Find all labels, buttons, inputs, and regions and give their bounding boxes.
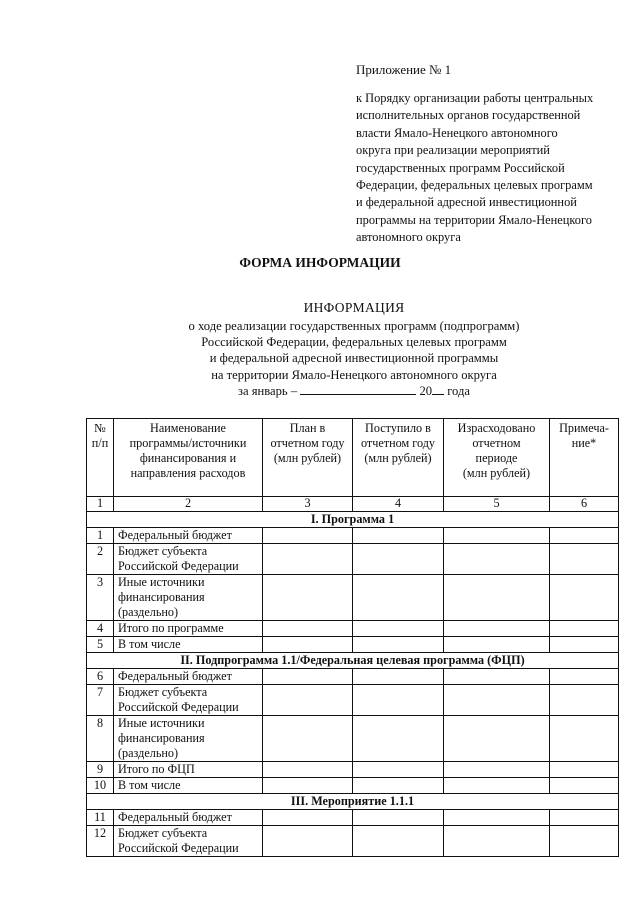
info-description xyxy=(0,318,640,399)
received-cell[interactable] xyxy=(353,762,444,778)
row-number: 7 xyxy=(87,685,114,716)
annex-line: и федеральной адресной инвестиционной xyxy=(356,195,577,210)
column-number: 1 xyxy=(87,497,114,512)
row-number: 1 xyxy=(87,528,114,544)
info-line: о ходе реализации государственных программ (подпрограмм) xyxy=(188,319,520,333)
received-cell[interactable] xyxy=(353,621,444,637)
row-number: 8 xyxy=(87,716,114,762)
row-label-line: Федеральный бюджет xyxy=(118,528,232,542)
note-cell[interactable] xyxy=(550,826,619,857)
header-line: ние* xyxy=(571,436,597,450)
column-number: 3 xyxy=(263,497,353,512)
plan-cell[interactable] xyxy=(263,762,353,778)
row-number: 9 xyxy=(87,762,114,778)
header-line: Израсходовано xyxy=(457,421,536,435)
note-cell[interactable] xyxy=(550,778,619,794)
plan-cell[interactable] xyxy=(263,685,353,716)
table-row xyxy=(87,685,619,716)
annex-line: округа при реализации мероприятий xyxy=(356,143,550,158)
annex-line: автономного округа xyxy=(356,230,461,245)
received-cell[interactable] xyxy=(353,575,444,621)
row-label xyxy=(114,528,263,544)
table-row xyxy=(87,762,619,778)
report-table xyxy=(86,418,619,857)
row-label xyxy=(114,621,263,637)
received-cell[interactable] xyxy=(353,669,444,685)
annex-title: Приложение № 1 xyxy=(356,62,452,77)
header-line: п/п xyxy=(91,436,109,450)
header-line: направления расходов xyxy=(130,466,246,480)
note-cell[interactable] xyxy=(550,762,619,778)
row-label xyxy=(114,762,263,778)
header-line: отчетном году xyxy=(270,436,345,450)
year-blank-field[interactable] xyxy=(432,383,444,395)
period-suffix: года xyxy=(447,383,470,398)
header-line: № xyxy=(94,421,106,435)
header-received xyxy=(353,419,444,497)
plan-cell[interactable] xyxy=(263,716,353,762)
note-cell[interactable] xyxy=(550,685,619,716)
spent-cell[interactable] xyxy=(444,575,550,621)
spent-cell[interactable] xyxy=(444,810,550,826)
header-line: финансирования и xyxy=(139,451,237,465)
header-spent xyxy=(444,419,550,497)
table-row xyxy=(87,544,619,575)
form-title: ФОРМА ИНФОРМАЦИИ xyxy=(239,255,401,270)
note-cell[interactable] xyxy=(550,528,619,544)
header-line: отчетном xyxy=(472,436,521,450)
spent-cell[interactable] xyxy=(444,762,550,778)
spent-cell[interactable] xyxy=(444,778,550,794)
reporting-period xyxy=(0,383,640,399)
plan-cell[interactable] xyxy=(263,528,353,544)
header-line: периоде xyxy=(475,451,518,465)
table-row xyxy=(87,637,619,653)
row-number: 2 xyxy=(87,544,114,575)
header-plan xyxy=(263,419,353,497)
section-row xyxy=(87,653,619,669)
section-title: I. Программа 1 xyxy=(87,512,619,528)
row-label-line: Бюджет субъекта xyxy=(118,685,208,699)
table-row xyxy=(87,669,619,685)
received-cell[interactable] xyxy=(353,826,444,857)
column-number-row xyxy=(87,497,619,512)
row-label-line: Итого по программе xyxy=(118,621,224,635)
header-line: Поступило в xyxy=(365,421,431,435)
table-row xyxy=(87,716,619,762)
header-num xyxy=(87,419,114,497)
annex-description xyxy=(356,90,618,247)
received-cell[interactable] xyxy=(353,716,444,762)
row-number: 11 xyxy=(87,810,114,826)
row-label xyxy=(114,637,263,653)
plan-cell[interactable] xyxy=(263,778,353,794)
plan-cell[interactable] xyxy=(263,575,353,621)
header-line: План в xyxy=(289,421,326,435)
header-name xyxy=(114,419,263,497)
info-heading: ИНФОРМАЦИЯ xyxy=(303,300,405,315)
plan-cell[interactable] xyxy=(263,621,353,637)
row-label xyxy=(114,685,263,716)
spent-cell[interactable] xyxy=(444,685,550,716)
header-note xyxy=(550,419,619,497)
annex-line: исполнительных органов государственной xyxy=(356,108,581,123)
row-number: 3 xyxy=(87,575,114,621)
section-row xyxy=(87,794,619,810)
row-label-line: Иные источники xyxy=(118,575,205,589)
note-cell[interactable] xyxy=(550,637,619,653)
row-label-line: Иные источники xyxy=(118,716,205,730)
column-number: 2 xyxy=(114,497,263,512)
row-label-line: Российской Федерации xyxy=(118,841,239,855)
plan-cell[interactable] xyxy=(263,810,353,826)
spent-cell[interactable] xyxy=(444,669,550,685)
row-label xyxy=(114,716,263,762)
spent-cell[interactable] xyxy=(444,621,550,637)
spent-cell[interactable] xyxy=(444,637,550,653)
header-line: Наименование xyxy=(150,421,226,435)
row-number: 10 xyxy=(87,778,114,794)
header-line: (млн рублей) xyxy=(462,466,531,480)
row-label-line: Бюджет субъекта xyxy=(118,826,208,840)
annex-line: программы на территории Ямало-Ненецкого xyxy=(356,212,592,227)
period-year-prefix: 20 xyxy=(419,383,433,398)
spent-cell[interactable] xyxy=(444,528,550,544)
row-label xyxy=(114,575,263,621)
row-number: 12 xyxy=(87,826,114,857)
note-cell[interactable] xyxy=(550,669,619,685)
table-row xyxy=(87,621,619,637)
column-number: 6 xyxy=(550,497,619,512)
annex-line: власти Ямало-Ненецкого автономного xyxy=(356,125,558,140)
note-cell[interactable] xyxy=(550,716,619,762)
row-label xyxy=(114,826,263,857)
row-label xyxy=(114,544,263,575)
spent-cell[interactable] xyxy=(444,544,550,575)
row-label-line: (раздельно) xyxy=(118,605,179,619)
received-cell[interactable] xyxy=(353,528,444,544)
received-cell[interactable] xyxy=(353,637,444,653)
row-label-line: В том числе xyxy=(118,778,181,792)
received-cell[interactable] xyxy=(353,544,444,575)
header-line: отчетном году xyxy=(361,436,435,450)
row-label-line: Российской Федерации xyxy=(118,700,239,714)
info-line: Российской Федерации, федеральных целевых программ xyxy=(201,335,507,350)
section-title: III. Мероприятие 1.1.1 xyxy=(87,794,619,810)
column-number: 4 xyxy=(353,497,444,512)
row-label-line: Бюджет субъекта xyxy=(118,544,208,558)
column-number: 5 xyxy=(444,497,550,512)
note-cell[interactable] xyxy=(550,621,619,637)
table-row xyxy=(87,575,619,621)
annex-line: государственных программ Российской xyxy=(356,160,565,175)
row-label-line: (раздельно) xyxy=(118,746,179,760)
annex-line: Федерации, федеральных целевых программ xyxy=(356,178,593,193)
period-blank-field[interactable] xyxy=(300,383,416,395)
annex-line: к Порядку организации работы центральных xyxy=(356,91,594,105)
header-line: (млн рублей) xyxy=(364,451,432,465)
report-body xyxy=(87,512,619,857)
row-label-line: Федеральный бюджет xyxy=(118,669,232,683)
row-number: 5 xyxy=(87,637,114,653)
received-cell[interactable] xyxy=(353,810,444,826)
spent-cell[interactable] xyxy=(444,716,550,762)
row-label-line: финансирования xyxy=(118,590,205,604)
table-row xyxy=(87,778,619,794)
info-line: на территории Ямало-Ненецкого автономного округа xyxy=(211,367,497,382)
row-label xyxy=(114,778,263,794)
row-label-line: Итого по ФЦП xyxy=(118,762,195,776)
note-cell[interactable] xyxy=(550,575,619,621)
plan-cell[interactable] xyxy=(263,826,353,857)
note-cell[interactable] xyxy=(550,544,619,575)
table-row xyxy=(87,826,619,857)
plan-cell[interactable] xyxy=(263,637,353,653)
section-row xyxy=(87,512,619,528)
row-label-line: В том числе xyxy=(118,637,181,651)
received-cell[interactable] xyxy=(353,778,444,794)
table-row xyxy=(87,810,619,826)
row-label-line: финансирования xyxy=(118,731,205,745)
received-cell[interactable] xyxy=(353,685,444,716)
note-cell[interactable] xyxy=(550,810,619,826)
header-line: (млн рублей) xyxy=(273,451,342,465)
row-label xyxy=(114,810,263,826)
table-row xyxy=(87,528,619,544)
row-label-line: Федеральный бюджет xyxy=(118,810,232,824)
spent-cell[interactable] xyxy=(444,826,550,857)
plan-cell[interactable] xyxy=(263,669,353,685)
header-row xyxy=(87,419,619,497)
header-line: Примеча- xyxy=(559,421,609,435)
row-number: 4 xyxy=(87,621,114,637)
period-prefix: за январь – xyxy=(238,383,298,398)
plan-cell[interactable] xyxy=(263,544,353,575)
row-label-line: Российской Федерации xyxy=(118,559,239,573)
row-label xyxy=(114,669,263,685)
section-title: II. Подпрограмма 1.1/Федеральная целевая программа (ФЦП) xyxy=(87,653,619,669)
header-line: программы/источники xyxy=(129,436,247,450)
row-number: 6 xyxy=(87,669,114,685)
info-line: и федеральной адресной инвестиционной программы xyxy=(209,351,499,366)
